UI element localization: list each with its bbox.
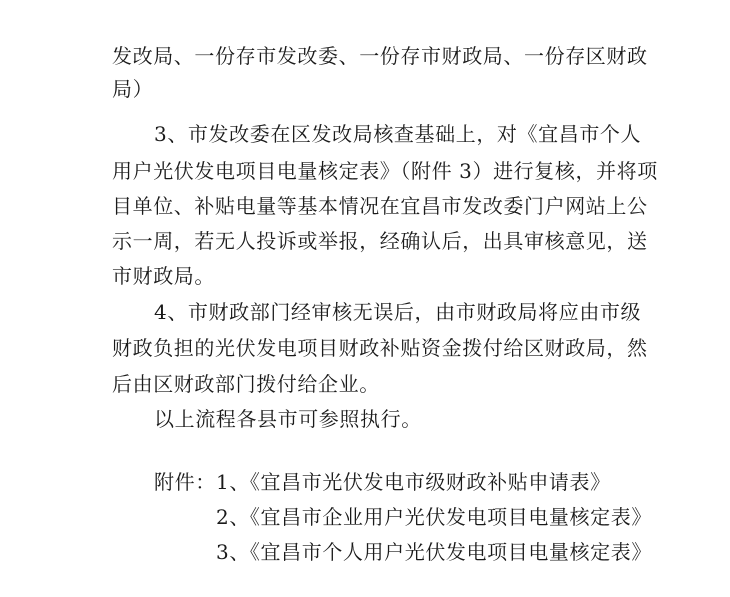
paragraph-3-line-4: 示一周，若无人投诉或举报，经确认后，出具审核意见，送	[112, 229, 648, 253]
paragraph-3-line-1: 3、市发改委在区发改局核查基础上，对《宜昌市个人	[154, 122, 642, 146]
paragraph-4-line-2: 财政负担的光伏发电项目财政补贴资金拨付给区财政局，然	[112, 336, 648, 360]
paragraph-4-line-1: 4、市财政部门经审核无误后，由市财政局将应由市级	[154, 300, 642, 324]
attachment-item-1: 1、《宜昌市光伏发电市级财政补贴申请表》	[216, 470, 611, 494]
paragraph-2-line-1: 发改局、一份存市发改委、一份存市财政局、一份存区财政	[112, 44, 648, 68]
paragraph-3-line-3: 目单位、补贴电量等基本情况在宜昌市发改委门户网站上公	[112, 194, 648, 218]
attachment-item-3: 3、《宜昌市个人用户光伏发电项目电量核定表》	[216, 540, 652, 564]
attachments-label: 附件：	[154, 470, 216, 494]
attachment-item-2: 2、《宜昌市企业用户光伏发电项目电量核定表》	[216, 505, 652, 529]
paragraph-3-line-5: 市财政局。	[112, 264, 215, 288]
paragraph-3-line-2: 用户光伏发电项目电量核定表》（附件 3）进行复核，并将项	[112, 159, 658, 183]
paragraph-2-line-2: 局）	[112, 77, 154, 101]
paragraph-5-line-1: 以上流程各县市可参照执行。	[154, 407, 422, 431]
paragraph-4-line-3: 后由区财政部门拨付给企业。	[112, 372, 380, 396]
